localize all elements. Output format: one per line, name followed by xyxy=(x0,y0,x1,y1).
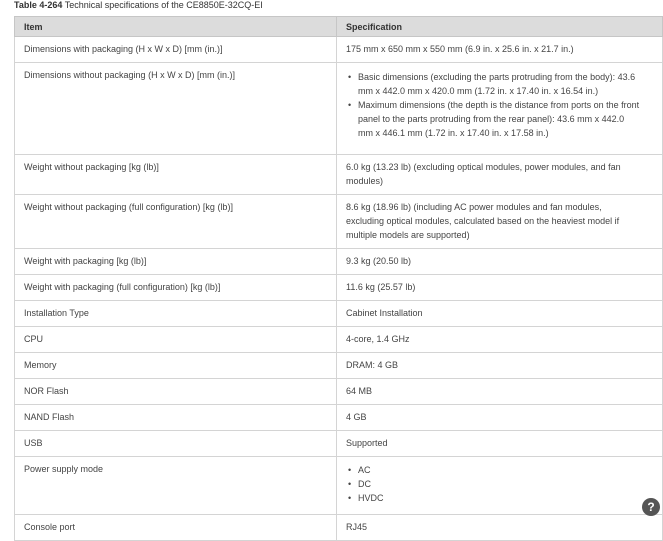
table-row xyxy=(15,301,663,327)
spec-cell: 4-core, 1.4 GHz xyxy=(337,327,663,353)
table-title: Technical specifications of the CE8850E-32CQ-EI xyxy=(64,0,263,10)
table-row xyxy=(15,405,663,431)
item-cell: Weight with packaging [kg (lb)] xyxy=(15,249,337,275)
item-cell: Console port xyxy=(15,515,337,541)
spec-bullet-list xyxy=(346,462,653,505)
spec-cell xyxy=(337,195,663,249)
spec-cell xyxy=(337,155,663,195)
spec-cell: 9.3 kg (20.50 lb) xyxy=(337,249,663,275)
spec-cell: RJ45 xyxy=(337,515,663,541)
spec-line: • Basic dimensions (excluding the parts protruding from the body): 43.6 xyxy=(358,72,636,82)
specifications-table xyxy=(14,16,663,541)
item-cell: Dimensions with packaging (H x W x D) [mm (in.)] xyxy=(15,37,337,63)
table-row xyxy=(15,327,663,353)
item-cell: Weight with packaging (full configuration) [kg (lb)] xyxy=(15,275,337,301)
table-row xyxy=(15,249,663,275)
spec-cell: 175 mm x 650 mm x 550 mm (6.9 in. x 25.6 in. x 21.7 in.) xyxy=(337,37,663,63)
help-button[interactable]: ? xyxy=(642,498,660,516)
table-number: Table 4-264 xyxy=(14,0,63,10)
spec-bullet-list xyxy=(346,68,653,140)
spec-line: • Maximum dimensions (the depth is the distance from ports on the front xyxy=(358,100,640,110)
list-item xyxy=(358,98,653,140)
list-item: • AC xyxy=(358,463,653,477)
item-cell: Installation Type xyxy=(15,301,337,327)
table-row xyxy=(15,515,663,541)
spec-line: excluding optical modules, calculated based on the heaviest model if xyxy=(346,216,620,226)
table-row xyxy=(15,195,663,249)
item-cell: Weight without packaging (full configuration) [kg (lb)] xyxy=(15,195,337,249)
table-row xyxy=(15,63,663,155)
item-cell: Weight without packaging [kg (lb)] xyxy=(15,155,337,195)
table-row xyxy=(15,457,663,515)
spec-cell: 11.6 kg (25.57 lb) xyxy=(337,275,663,301)
item-cell: Dimensions without packaging (H x W x D) [mm (in.)] xyxy=(15,63,337,155)
spec-cell: Cabinet Installation xyxy=(337,301,663,327)
spec-line: mm x 446.1 mm (1.72 in. x 17.40 in. x 17.58 in.) xyxy=(358,128,549,138)
table-row xyxy=(15,275,663,301)
table-row xyxy=(15,379,663,405)
spec-cell xyxy=(337,63,663,155)
table-row xyxy=(15,155,663,195)
spec-cell: Supported xyxy=(337,431,663,457)
item-cell: NAND Flash xyxy=(15,405,337,431)
spec-cell xyxy=(337,457,663,515)
table-row xyxy=(15,431,663,457)
spec-line: multiple models are supported) xyxy=(346,230,470,240)
spec-cell: 4 GB xyxy=(337,405,663,431)
list-item xyxy=(358,70,653,98)
item-cell: Memory xyxy=(15,353,337,379)
list-item: • HVDC xyxy=(358,491,653,505)
spec-cell: DRAM: 4 GB xyxy=(337,353,663,379)
spec-line: 6.0 kg (13.23 lb) (excluding optical modules, power modules, and fan xyxy=(346,162,621,172)
table-row xyxy=(15,37,663,63)
item-cell: CPU xyxy=(15,327,337,353)
spec-cell: 64 MB xyxy=(337,379,663,405)
column-header-specification: Specification xyxy=(337,17,663,37)
table-caption xyxy=(14,0,263,10)
item-cell: Power supply mode xyxy=(15,457,337,515)
table-row xyxy=(15,353,663,379)
list-item: • DC xyxy=(358,477,653,491)
spec-line: mm x 442.0 mm x 420.0 mm (1.72 in. x 17.40 in. x 16.54 in.) xyxy=(358,86,599,96)
table-header-row xyxy=(15,17,663,37)
item-cell: USB xyxy=(15,431,337,457)
spec-line: panel to the parts protruding from the rear panel): 43.6 mm x 442.0 xyxy=(358,114,625,124)
spec-line: modules) xyxy=(346,176,384,186)
column-header-item: Item xyxy=(15,17,337,37)
spec-line: 8.6 kg (18.96 lb) (including AC power modules and fan modules, xyxy=(346,202,602,212)
item-cell: NOR Flash xyxy=(15,379,337,405)
